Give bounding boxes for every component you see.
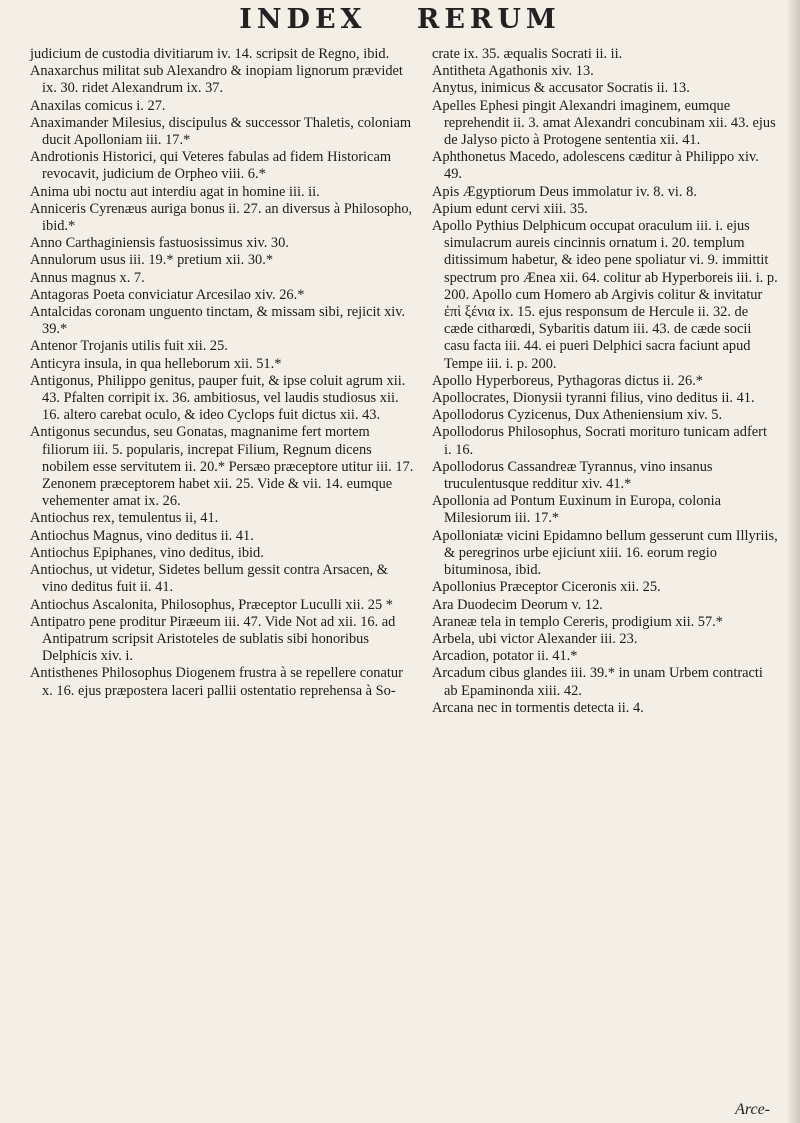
header-word-left: INDEX xyxy=(239,4,367,35)
index-entry: Ara Duodecim Deorum v. 12. xyxy=(432,596,603,613)
running-header xyxy=(0,4,800,44)
index-entry: Anaxarchus militat sub Alexandro & inopiam lignorum prævidet ix. 30. ridet Alexandrum ix. 37. xyxy=(30,63,403,97)
index-entry: Anniceris Cyrenæus auriga bonus ii. 27. an diversus à Philosopho, ibid.* xyxy=(30,200,413,235)
index-entry: Antenor Trojanis utilis fuit xii. 25. xyxy=(30,338,228,355)
index-entry: Apolloniatæ vicini Epidamno bellum gesserunt cum Illyriis, & peregrinos urbe ejiciunt xiii. 16. eorum regio bituminosa, ibid. xyxy=(432,527,778,579)
index-entry: Annus magnus x. 7. xyxy=(30,269,145,286)
page-edge-shadow xyxy=(786,0,800,1123)
index-entry: Apollodorus Philosophus, Socrati morituro tunicam adfert i. 16. xyxy=(432,424,767,458)
index-entry: Antagoras Poeta conviciatur Arcesilao xiv. 26.* xyxy=(30,286,305,303)
index-entry: Arcana nec in tormentis detecta ii. 4. xyxy=(432,699,644,716)
index-entry: Anytus, inimicus & accusator Socratis ii. 13. xyxy=(432,80,690,97)
index-entry: Anaximander Milesius, discipulus & successor Thaletis, coloniam ducit Apolloniam iii. 17.* xyxy=(30,114,412,149)
index-entry: Anaxilas comicus i. 27. xyxy=(30,97,166,114)
index-entry: Arcadum cibus glandes iii. 39.* in unam Urbem contracti ab Epaminonda xiii. 42. xyxy=(432,665,763,699)
header-word-right: RERUM xyxy=(416,4,561,35)
index-entry: Antiochus, ut videtur, Sidetes bellum gessit contra Arsacen, & vino deditus fuit ii. 41. xyxy=(30,562,388,596)
index-entry: Antigonus, Philippo genitus, pauper fuit, & ipse coluit agrum xii. 43. Pfalten corripit ix. 36. ambitiosus, vel laudis studiosus xii. 16. altero carebat oculo, & ideo Cyclops fuit dictus xii. 43. xyxy=(30,372,406,424)
index-entry: Araneæ tela in templo Cereris, prodigium xii. 57.* xyxy=(432,613,723,630)
index-entry: Arcadion, potator ii. 41.* xyxy=(432,648,578,665)
index-entry: Apollonius Præceptor Ciceronis xii. 25. xyxy=(432,579,661,596)
index-entry: Antiochus rex, temulentus ii, 41. xyxy=(30,510,219,527)
index-entry: Antalcidas coronam unguento tinctam, & missam sibi, rejicit xiv. 39.* xyxy=(30,304,406,338)
index-entry: Apollo Pythius Delphicum occupat oraculum iii. i. ejus simulacrum aureis cincinnis ornatum i. 20. templum ditissimum habetur, & ideo pene spoliatur vi. 9. immittit spectrum pro Ænea xii. 64. colitur ab Hyperboreis iii. i. p. 200. Apollo cum Homero ab Argivis colitur & invitatur ἐπὶ ξένια ix. 15. ejus responsum de Hercule ii. 32. de cæde citharœdi, Sybaritis datum iii. 43. de cæde socii casu facta iii. 44. ei pueri Delphici sacra faciunt apud Tempe iii. i. p. 200. xyxy=(432,218,778,372)
right-column xyxy=(432,46,778,717)
index-entry: Apollodorus Cassandreæ Tyrannus, vino insanus truculentusque redditur xiv. 41.* xyxy=(432,458,713,493)
index-entry: Anno Carthaginiensis fastuosissimus xiv. 30. xyxy=(30,235,289,252)
index-entry: Antitheta Agathonis xiv. 13. xyxy=(432,63,594,80)
index-entry: Annulorum usus iii. 19.* pretium xii. 30.* xyxy=(30,252,274,269)
index-entry: Antisthenes Philosophus Diogenem frustra à se repellere conatur x. 16. ejus præpostera laceri pallii ostentatio reprehensa à So- xyxy=(30,665,403,699)
index-entry: Apelles Ephesi pingit Alexandri imaginem, eumque reprehendit ii. 3. amat Alexandri concubinam xii. 43. ejus de Jalyso picto à Protogene sententia xii. 41. xyxy=(432,97,776,149)
index-entry: Apollocrates, Dionysii tyranni filius, vino deditus ii. 41. xyxy=(432,390,755,407)
index-entry: crate ix. 35. æqualis Socrati ii. ii. xyxy=(432,46,623,62)
index-entry: Androtionis Historici, qui Veteres fabulas ad fidem Historicam revocavit, judicium de Orpheo viii. 6.* xyxy=(30,149,392,183)
left-column xyxy=(30,46,414,700)
index-entry: Antiochus Ascalonita, Philosophus, Præceptor Luculli xii. 25 * xyxy=(30,596,393,613)
index-entry: Anticyra insula, in qua helleborum xii. 51.* xyxy=(30,355,282,372)
index-entry: Apollonia ad Pontum Euxinum in Europa, colonia Milesiorum iii. 17.* xyxy=(432,493,721,527)
index-entry: Apium edunt cervi xiii. 35. xyxy=(432,200,588,217)
index-entry: Antiochus Magnus, vino deditus ii. 41. xyxy=(30,527,254,544)
index-entry: Antiochus Epiphanes, vino deditus, ibid. xyxy=(30,544,264,561)
catchword: Arce- xyxy=(735,1101,770,1118)
index-entry: Aphthonetus Macedo, adolescens cæditur à Philippo xiv. 49. xyxy=(432,149,759,183)
index-entry: Apollodorus Cyzicenus, Dux Atheniensium xiv. 5. xyxy=(432,407,723,424)
index-entry: Apollo Hyperboreus, Pythagoras dictus ii. 26.* xyxy=(432,372,703,389)
index-entry: judicium de custodia divitiarum iv. 14. scripsit de Regno, ibid. xyxy=(30,46,390,62)
index-entry: Arbela, ubi victor Alexander iii. 23. xyxy=(432,630,638,647)
index-entry: Apis Ægyptiorum Deus immolatur iv. 8. vi. 8. xyxy=(432,183,697,200)
index-entry: Antigonus secundus, seu Gonatas, magnanime fert mortem filiorum iii. 5. popularis, increpat Filium, Regnum dicens nobilem esse servitutem ii. 20.* Persæo præceptore utitur iii. 17. Zenonem præceptorem habet xii. 25. Vide & vii. 14. eumque vehementer amat ix. 26. xyxy=(30,424,414,510)
index-entry: Antipatro pene proditur Piræeum iii. 47. Vide Not ad xii. 16. ad Antipatrum scripsit Aristoteles de sublatis sibi honoribus Delphicis xiv. i. xyxy=(30,613,396,665)
index-entry: Anima ubi noctu aut interdiu agat in homine iii. ii. xyxy=(30,183,320,200)
